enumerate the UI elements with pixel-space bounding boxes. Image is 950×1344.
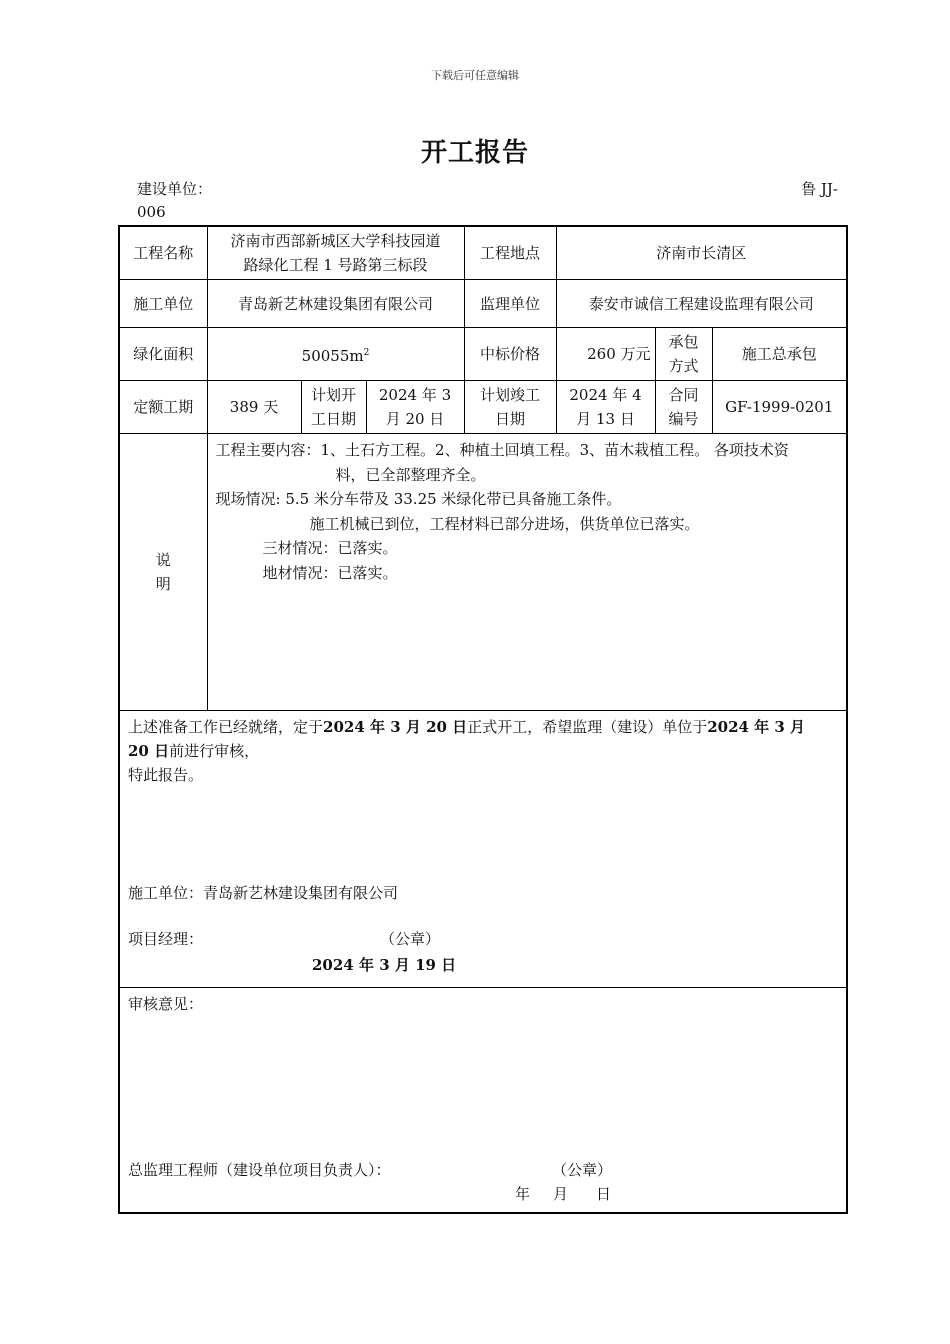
supervisor-label: 监理单位 [464, 280, 556, 328]
row-review [119, 988, 847, 1213]
report-form-table [118, 225, 848, 1214]
review-day: 日 [596, 1185, 612, 1203]
bid-price-label: 中标价格 [464, 328, 556, 381]
declaration-contractor: 施工单位：青岛新艺林建设集团有限公司 [128, 884, 399, 902]
form-code-part1: 鲁 JJ- [801, 180, 838, 198]
plan-end-value: 2024 年 4 月 13 日 [556, 381, 655, 434]
notes-line: 工程主要内容：1、土石方工程。2、种植土回填工程。3、苗木栽植工程。 各项技术资 [215, 441, 789, 459]
row-area [119, 328, 847, 381]
project-manager-label: 项目经理： [128, 930, 204, 948]
contractor-label: 施工单位 [119, 280, 207, 328]
notes-line: 地材情况：已落实。 [262, 563, 398, 582]
contract-number-value: GF-1999-0201 [712, 381, 847, 434]
review-content [119, 988, 847, 1213]
review-month: 月 [553, 1185, 569, 1203]
page-title: 开工报告 [420, 138, 529, 168]
contract-number-label: 合同 编号 [655, 381, 712, 434]
form-code-part2: 006 [137, 203, 166, 221]
project-name-value: 济南市西部新城区大学科技园道 路绿化工程 1 号路第三标段 [207, 226, 464, 280]
declaration-paragraph: 上述准备工作已经就绪，定于2024 年 3 月 20 日正式开工，希望监理（建设）单位于2024 年 3 月 20 日前进行审核， [128, 718, 806, 760]
supervisor-value: 泰安市诚信工程建设监理有限公司 [556, 280, 847, 328]
plan-start-value: 2024 年 3 月 20 日 [366, 381, 464, 434]
location-label: 工程地点 [464, 226, 556, 280]
area-value: $50055m^2$ [207, 328, 464, 381]
declaration-date: 2024 年 3 月 19 日 [312, 956, 457, 974]
row-schedule [119, 381, 847, 434]
bid-price-value: 260 万元 [556, 328, 655, 381]
plan-start-label: 计划开 工日期 [301, 381, 366, 434]
notes-label: 说 明 [119, 434, 207, 711]
declaration-content [119, 711, 847, 988]
period-label: 定额工期 [119, 381, 207, 434]
notes-content [207, 434, 847, 711]
contract-mode-value: 施工总承包 [712, 328, 847, 381]
declaration-seal: （公章） [380, 930, 441, 948]
notes-line: 现场情况: 5.5 米分车带及 33.25 米绿化带已具备施工条件。 [215, 490, 622, 508]
review-seal: （公章） [552, 1161, 613, 1179]
construction-unit-label: 建设单位： [137, 180, 213, 198]
review-year: 年 [515, 1185, 531, 1203]
row-project-name [119, 226, 847, 280]
notes-line: 施工机械已到位，工程材料已部分进场，供货单位已落实。 [309, 514, 700, 533]
review-label: 审核意见： [128, 995, 204, 1013]
contractor-value: 青岛新艺林建设集团有限公司 [207, 280, 464, 328]
review-date-line [128, 1182, 838, 1206]
declaration-manager-line [128, 927, 838, 953]
row-contractor [119, 280, 847, 328]
review-signature-line [128, 1158, 838, 1182]
watermark-text: 下载后可任意编辑 [431, 69, 519, 82]
notes-line: 三材情况：已落实。 [262, 539, 398, 557]
row-declaration [119, 711, 847, 988]
notes-line: 料，已全部整理齐全。 [335, 465, 486, 484]
chief-engineer-label: 总监理工程师（建设单位项目负责人）： [128, 1161, 391, 1179]
contract-mode-label: 承包 方式 [655, 328, 712, 381]
declaration-closing: 特此报告。 [128, 766, 204, 784]
period-value: 389 天 [207, 381, 301, 434]
row-notes [119, 434, 847, 711]
project-name-label: 工程名称 [119, 226, 207, 280]
location-value: 济南市长清区 [556, 226, 847, 280]
area-label: 绿化面积 [119, 328, 207, 381]
plan-end-label: 计划竣工 日期 [464, 381, 556, 434]
